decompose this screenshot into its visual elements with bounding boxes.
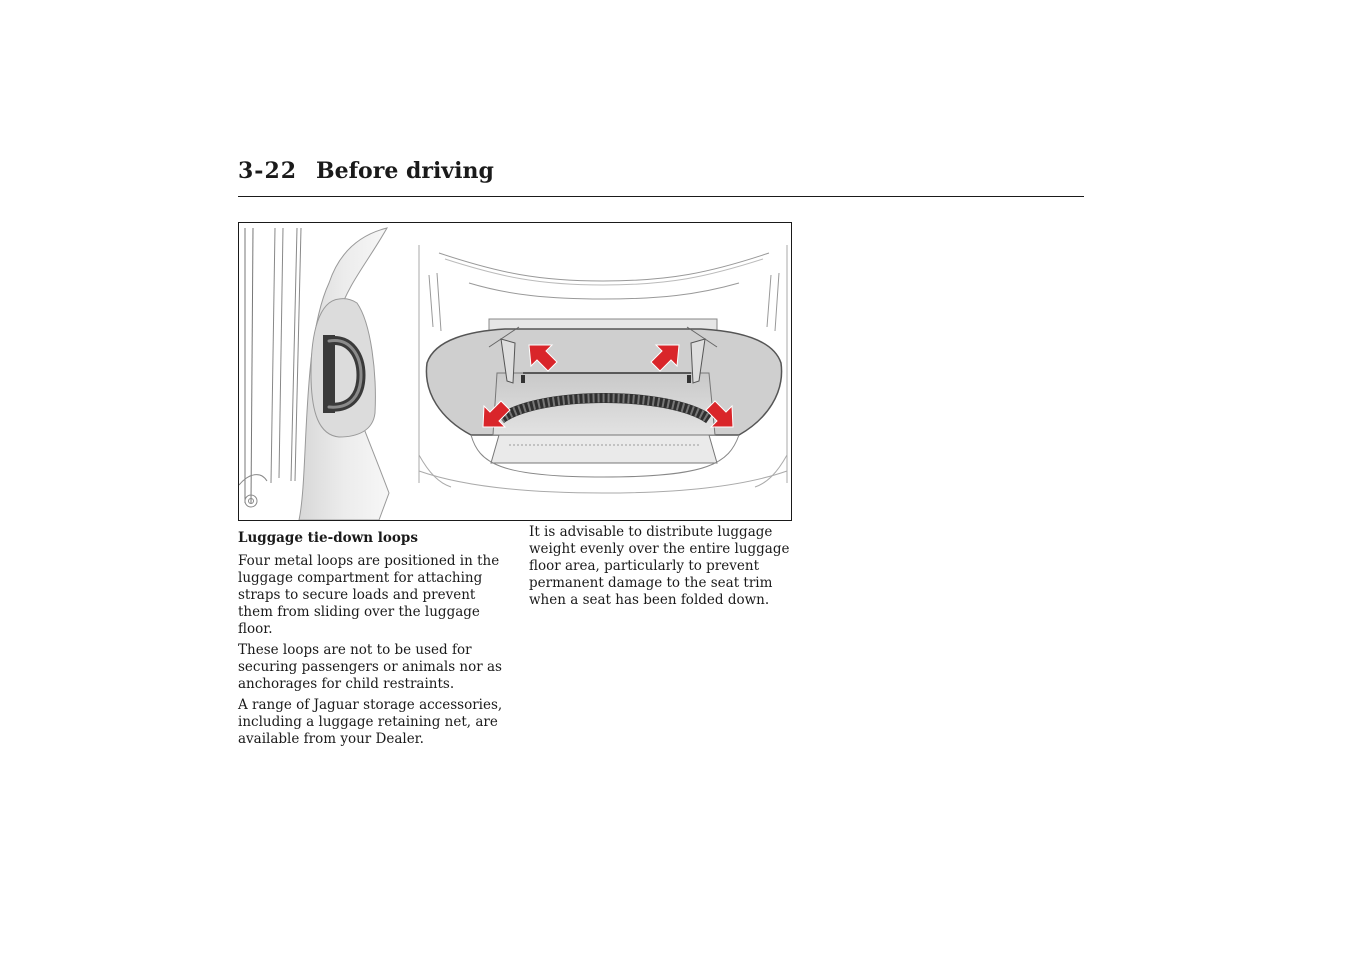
page-number: 3-22 xyxy=(238,158,298,184)
text-column-left xyxy=(238,530,508,752)
paragraph: These loops are not to be used for securing passengers or animals nor as anchorages for child restraints. xyxy=(238,642,502,692)
luggage-illustration xyxy=(239,223,791,520)
section-heading: Luggage tie-down loops xyxy=(238,530,418,546)
paragraph: A range of Jaguar storage accessories, including a luggage retaining net, are available from your Dealer. xyxy=(238,697,503,747)
paragraph: Four metal loops are positioned in the luggage compartment for attaching straps to secure loads and prevent them from sliding over the luggage floor. xyxy=(238,553,500,637)
page-title: Before driving xyxy=(316,158,494,184)
page-header xyxy=(238,158,1084,198)
luggage-compartment-icon xyxy=(419,245,787,493)
luggage-figure xyxy=(238,222,792,521)
tie-down-loop-closeup-icon xyxy=(239,228,389,520)
header-rule xyxy=(238,196,1084,197)
paragraph: It is advisable to distribute luggage weight evenly over the entire luggage floor area, particularly to prevent permanent damage to the seat trim when a seat has been folded down. xyxy=(529,524,790,608)
text-column-right xyxy=(529,524,795,613)
